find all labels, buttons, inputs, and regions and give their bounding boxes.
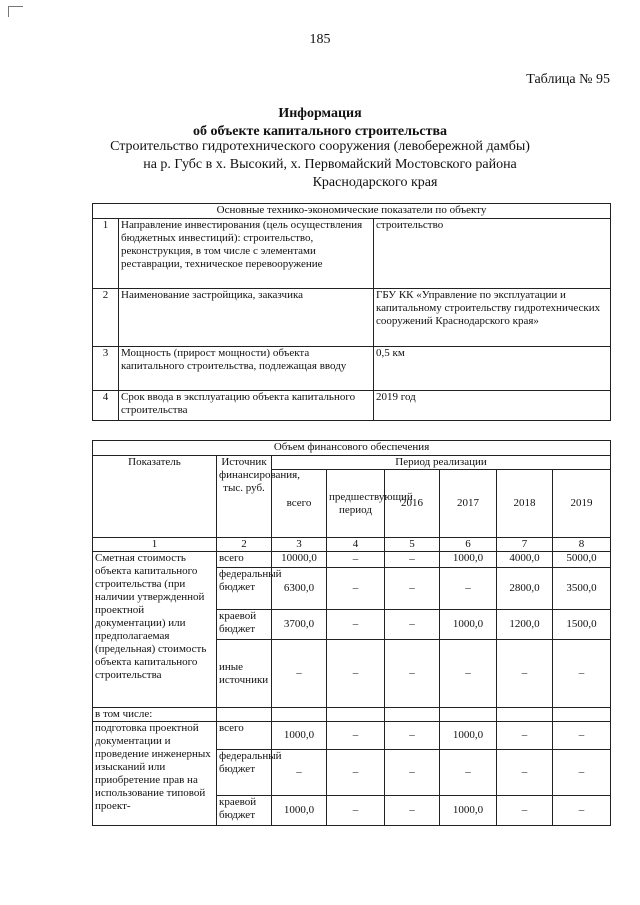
source-cell: федеральный бюджет (217, 750, 272, 796)
source-cell: иные источники (217, 640, 272, 708)
y2019-cell: – (553, 750, 611, 796)
col-number: 6 (440, 538, 497, 552)
indicator-label: Направление инвестирования (цель осуществления бюджетных инвестиций): строительство, реконструкция, в том числе с элементами реставрации, техническое перевооружение (119, 219, 374, 289)
table-row (93, 219, 611, 289)
col-year-2018: 2018 (497, 470, 553, 538)
y2017-cell: – (440, 568, 497, 610)
col-year-2017: 2017 (440, 470, 497, 538)
indicator-value: 2019 год (374, 391, 611, 421)
indicators-header: Основные технико-экономические показатели по объекту (93, 204, 611, 219)
total-cell: 1000,0 (272, 796, 327, 826)
y2017-cell: 1000,0 (440, 796, 497, 826)
object-name (0, 138, 640, 192)
source-cell: краевой бюджет (217, 796, 272, 826)
table-row (93, 391, 611, 421)
prev-cell: – (327, 722, 385, 750)
row-number: 4 (93, 391, 119, 421)
source-cell: всего (217, 552, 272, 568)
block1-label: Сметная стоимость объекта капитального строительства (при наличии утвержденной проектной документации) или предполагаемая (предельная) стоимость объекта капитального строительства (93, 552, 217, 708)
y2018-cell: – (497, 796, 553, 826)
y2018-cell: 2800,0 (497, 568, 553, 610)
source-cell: краевой бюджет (217, 610, 272, 640)
indicators-table (92, 203, 611, 421)
y2019-cell: – (553, 640, 611, 708)
col-total: всего (272, 470, 327, 538)
block2-label: подготовка проектной документации и проведение инженерных изысканий или приобретение прав на использование типовой проект- (93, 722, 217, 826)
total-cell: 1000,0 (272, 722, 327, 750)
total-cell: 6300,0 (272, 568, 327, 610)
col-number: 2 (217, 538, 272, 552)
total-cell: – (272, 750, 327, 796)
total-cell: 10000,0 (272, 552, 327, 568)
finance-header: Объем финансового обеспечения (93, 441, 611, 456)
source-cell: всего (217, 722, 272, 750)
y2018-cell: – (497, 640, 553, 708)
y2017-cell: – (440, 640, 497, 708)
y2017-cell: – (440, 750, 497, 796)
indicator-label: Срок ввода в эксплуатацию объекта капитального строительства (119, 391, 374, 421)
indicator-value: ГБУ КК «Управление по эксплуатации и капитальному строительству гидротехнических сооружений Краснодарского края» (374, 289, 611, 347)
col-number: 5 (385, 538, 440, 552)
col-indicator: Показатель (93, 456, 217, 538)
y2017-cell: 1000,0 (440, 610, 497, 640)
page-number: 185 (309, 32, 331, 47)
prev-cell: – (327, 750, 385, 796)
y2016-cell: – (385, 796, 440, 826)
table-row (93, 708, 611, 722)
y2016-cell: – (385, 568, 440, 610)
row-number: 1 (93, 219, 119, 289)
col-number: 7 (497, 538, 553, 552)
indicator-value: 0,5 км (374, 347, 611, 391)
total-cell: 3700,0 (272, 610, 327, 640)
title-line-1: Информация (278, 106, 362, 121)
y2019-cell: 3500,0 (553, 568, 611, 610)
y2019-cell: – (553, 722, 611, 750)
table-row (93, 722, 611, 750)
y2016-cell: – (385, 722, 440, 750)
indicator-label: Наименование застройщика, заказчика (119, 289, 374, 347)
scan-corner-mark (8, 6, 23, 17)
object-name-line-1: Строительство гидротехнического сооружения (левобережной дамбы) (110, 139, 530, 154)
prev-cell: – (327, 568, 385, 610)
finance-table (92, 440, 611, 826)
col-source: Источник финансирования, тыс. руб. (217, 456, 272, 538)
y2016-cell: – (385, 750, 440, 796)
table-label: Таблица № 95 (526, 72, 610, 87)
y2016-cell: – (385, 610, 440, 640)
indicator-label: Мощность (прирост мощности) объекта капитального строительства, подлежащая вводу (119, 347, 374, 391)
y2018-cell: 4000,0 (497, 552, 553, 568)
prev-cell: – (327, 610, 385, 640)
col-prev-period: предшествующий период (327, 470, 385, 538)
y2016-cell: – (385, 640, 440, 708)
col-year-2019: 2019 (553, 470, 611, 538)
object-name-line-2: на р. Губс в х. Высокий, х. Первомайский Мостовского района (143, 157, 517, 172)
col-number: 4 (327, 538, 385, 552)
y2019-cell: – (553, 796, 611, 826)
row-number: 3 (93, 347, 119, 391)
title-line-2: об объекте капитального строительства (192, 124, 448, 139)
col-number: 3 (272, 538, 327, 552)
column-numbers-row (93, 538, 611, 552)
prev-cell: – (327, 552, 385, 568)
y2019-cell: 1500,0 (553, 610, 611, 640)
prev-cell: – (327, 796, 385, 826)
y2017-cell: 1000,0 (440, 552, 497, 568)
y2017-cell: 1000,0 (440, 722, 497, 750)
indicator-value: строительство (374, 219, 611, 289)
including-label: в том числе: (93, 708, 217, 722)
row-number: 2 (93, 289, 119, 347)
col-period: Период реализации (272, 456, 611, 470)
y2016-cell: – (385, 552, 440, 568)
table-row (93, 289, 611, 347)
document-title (0, 105, 640, 141)
table-row (93, 552, 611, 568)
y2018-cell: – (497, 750, 553, 796)
col-year-2016: 2016 (385, 470, 440, 538)
col-number: 1 (93, 538, 217, 552)
y2018-cell: – (497, 722, 553, 750)
y2018-cell: 1200,0 (497, 610, 553, 640)
table-row (93, 347, 611, 391)
prev-cell: – (327, 640, 385, 708)
y2019-cell: 5000,0 (553, 552, 611, 568)
total-cell: – (272, 640, 327, 708)
object-name-line-3: Краснодарского края (312, 175, 438, 190)
col-number: 8 (553, 538, 611, 552)
source-cell: федеральный бюджет (217, 568, 272, 610)
